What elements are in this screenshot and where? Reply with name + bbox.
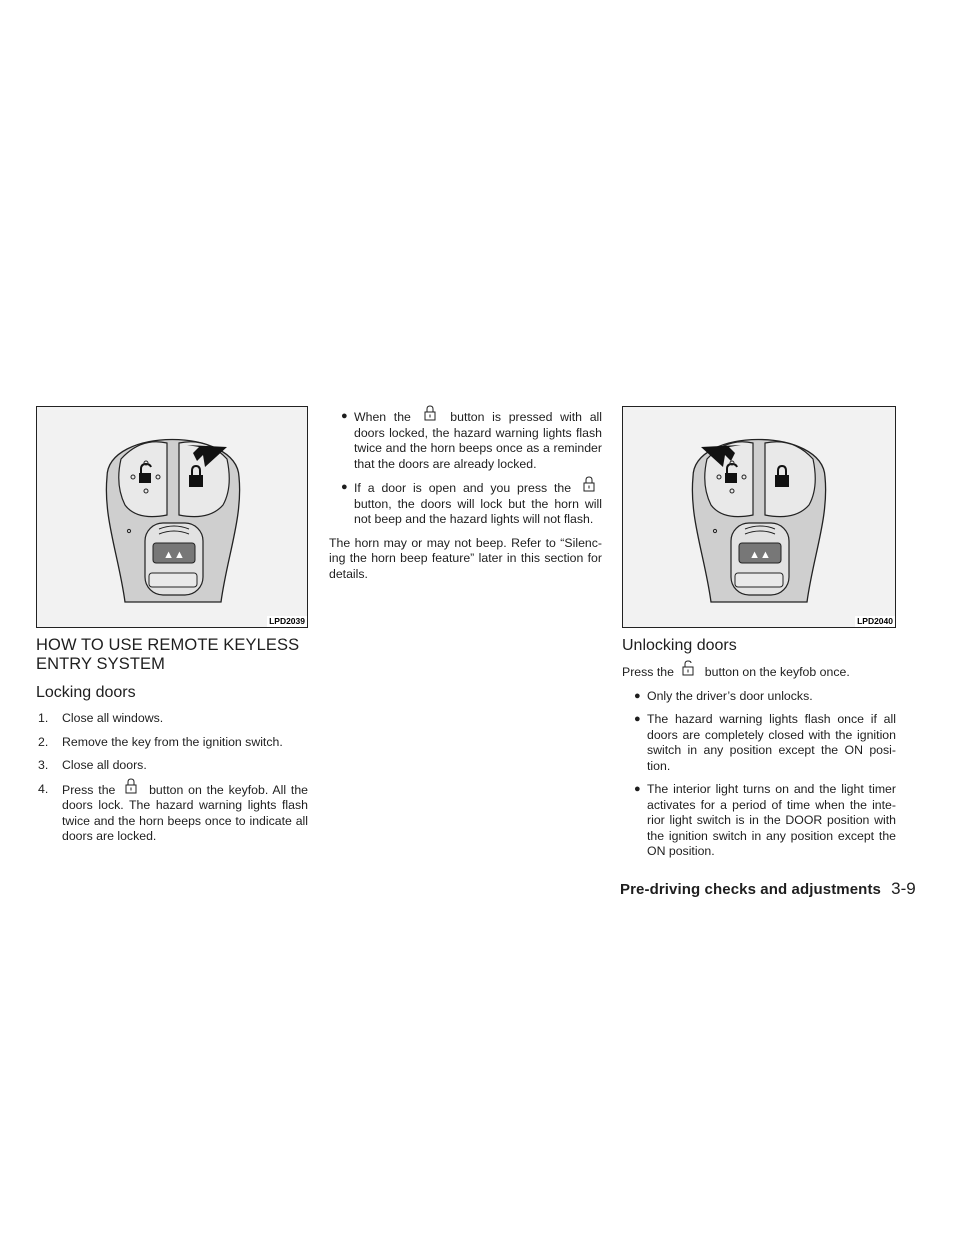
section-heading: HOW TO USE REMOTE KEYLESS ENTRY SYSTEM xyxy=(36,636,300,673)
subheading-unlocking: Unlocking doors xyxy=(622,637,737,654)
step-item: 2. Remove the key from the ignition switch. xyxy=(38,734,283,749)
subheading-locking: Locking doors xyxy=(36,684,136,701)
list-item: ● Only the driver’s door unlocks. xyxy=(634,688,813,703)
lock-icon xyxy=(419,409,443,424)
section-title: Pre-driving checks and adjustments xyxy=(620,881,881,898)
lock-icon xyxy=(120,782,144,797)
list-item: ● If a door is open and you press the button, the doors will lock but the horn will not beep and the hazard lights will not flash. xyxy=(329,480,602,528)
svg-text:▲▲: ▲▲ xyxy=(749,549,771,561)
middle-column xyxy=(329,409,602,590)
keyfob-figure-lock xyxy=(36,406,308,628)
list-item: ● The interior light turns on and the light timer activates for a period of time when the inte-rior light switch is in the DOOR position with the ignition switch in any position except the ON position. xyxy=(634,782,896,858)
step-item: 3. Close all doors. xyxy=(38,758,147,772)
keyfob-illustration xyxy=(37,407,309,629)
svg-text:▲▲: ▲▲ xyxy=(163,549,185,561)
lock-icon xyxy=(578,480,602,495)
step-item: 1. Close all windows. xyxy=(38,711,164,725)
list-item: ● The hazard warning lights flash once if all doors are completely closed with the ignition switch in any position except the ON posi-tion. xyxy=(634,712,896,773)
keyfob-illustration xyxy=(623,407,897,629)
page-footer xyxy=(620,879,916,899)
figure-code: LPD2040 xyxy=(857,616,893,626)
right-column xyxy=(622,636,896,868)
unlock-intro: Press the button on the keyfob once. xyxy=(622,664,896,681)
step-item: 4. Press the button on the keyfob. All the doors lock. The hazard warning lights flash twice and the horn beeps once to indicate all doors are locked. xyxy=(36,782,308,845)
keyfob-figure-unlock xyxy=(622,406,896,628)
left-column xyxy=(36,636,308,853)
horn-note-paragraph: The horn may or may not beep. Refer to “Silenc-ing the horn beep feature” later in this section for details. xyxy=(329,535,602,581)
page-number: 3-9 xyxy=(891,879,916,898)
figure-code: LPD2039 xyxy=(269,616,305,626)
unlock-icon xyxy=(677,664,701,679)
list-item: ● When the button is pressed with all doors locked, the hazard warning lights flash twice and the horn beeps once as a reminder that the doors are already locked. xyxy=(329,409,602,472)
